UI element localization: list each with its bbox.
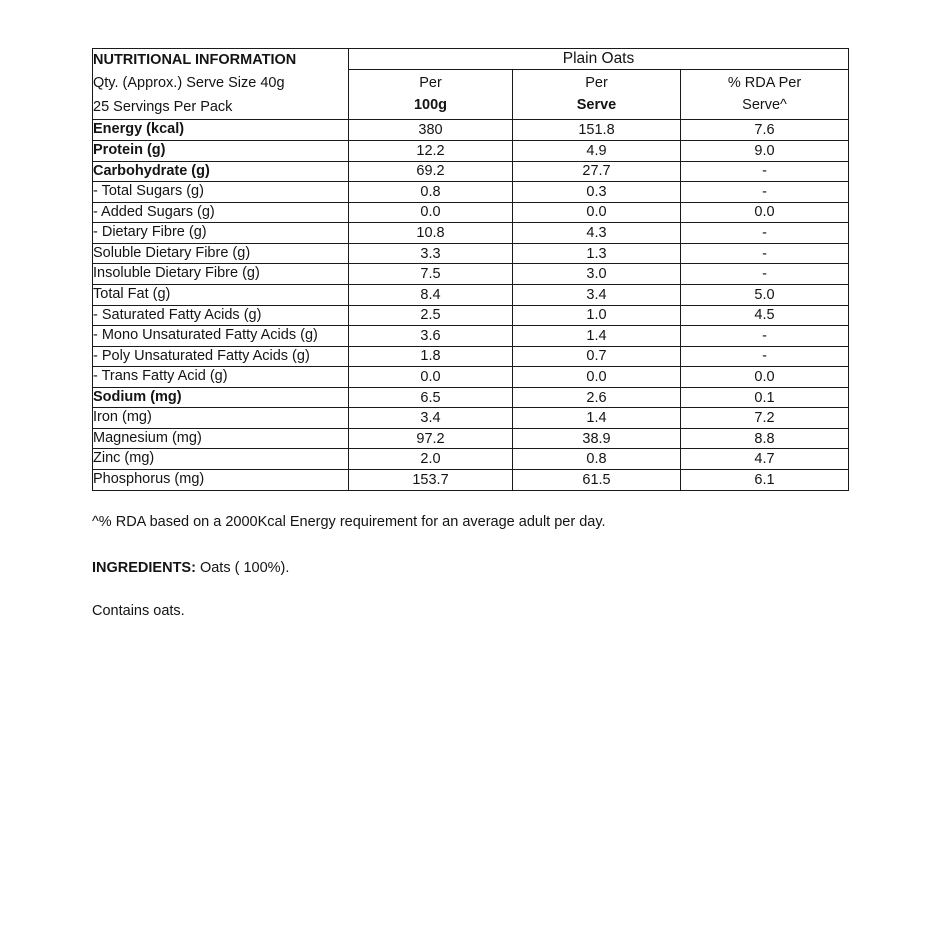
- row-label: Phosphorus (mg): [93, 470, 349, 491]
- cell-per-serve: 27.7: [513, 161, 681, 182]
- cell-per-100g: 0.0: [349, 202, 513, 223]
- cell-per-serve: 3.4: [513, 284, 681, 305]
- cell-per-serve: 1.4: [513, 408, 681, 429]
- column-header-rda-line2: Serve^: [742, 96, 787, 113]
- cell-per-100g: 69.2: [349, 161, 513, 182]
- column-header-per-100g: [349, 70, 513, 120]
- cell-rda: -: [681, 243, 849, 264]
- row-label: Iron (mg): [93, 408, 349, 429]
- cell-per-100g: 3.3: [349, 243, 513, 264]
- cell-per-100g: 2.5: [349, 305, 513, 326]
- table-row: [93, 408, 849, 429]
- table-row: [93, 470, 849, 491]
- row-label: Magnesium (mg): [93, 428, 349, 449]
- cell-per-100g: 3.4: [349, 408, 513, 429]
- cell-rda: 5.0: [681, 284, 849, 305]
- column-header-per-100g-line2: 100g: [413, 96, 448, 113]
- table-row: [93, 120, 849, 141]
- cell-per-100g: 3.6: [349, 326, 513, 347]
- cell-per-serve: 151.8: [513, 120, 681, 141]
- row-label: - Added Sugars (g): [93, 202, 349, 223]
- table-row: [93, 367, 849, 388]
- cell-per-serve: 0.3: [513, 182, 681, 203]
- cell-rda: -: [681, 223, 849, 244]
- table-row: [93, 243, 849, 264]
- cell-rda: 0.1: [681, 387, 849, 408]
- cell-per-serve: 1.0: [513, 305, 681, 326]
- rda-footnote: ^% RDA based on a 2000Kcal Energy requirement for an average adult per day.: [92, 513, 606, 530]
- contains-statement: Contains oats.: [92, 602, 185, 619]
- table-row: [93, 326, 849, 347]
- cell-per-serve: 38.9: [513, 428, 681, 449]
- row-label: Total Fat (g): [93, 284, 349, 305]
- ingredients-line: [92, 560, 848, 576]
- product-name-header: Plain Oats: [349, 49, 849, 70]
- header-info-cell: [93, 49, 349, 120]
- cell-rda: 0.0: [681, 202, 849, 223]
- cell-rda: 4.5: [681, 305, 849, 326]
- row-label: Zinc (mg): [93, 449, 349, 470]
- cell-per-100g: 380: [349, 120, 513, 141]
- table-row: [93, 202, 849, 223]
- cell-per-100g: 8.4: [349, 284, 513, 305]
- table-row: [93, 449, 849, 470]
- cell-rda: 9.0: [681, 141, 849, 162]
- cell-per-serve: 61.5: [513, 470, 681, 491]
- column-header-per-serve-line2: Serve: [576, 96, 617, 113]
- cell-rda: -: [681, 326, 849, 347]
- cell-per-100g: 153.7: [349, 470, 513, 491]
- cell-rda: 0.0: [681, 367, 849, 388]
- cell-per-serve: 4.9: [513, 141, 681, 162]
- table-row: [93, 182, 849, 203]
- row-label: Carbohydrate (g): [93, 161, 349, 182]
- column-header-rda: [681, 70, 849, 120]
- cell-per-serve: 2.6: [513, 387, 681, 408]
- table-row: [93, 141, 849, 162]
- row-label: Sodium (mg): [93, 387, 349, 408]
- cell-per-serve: 4.3: [513, 223, 681, 244]
- row-label: - Mono Unsaturated Fatty Acids (g): [93, 326, 349, 347]
- cell-rda: -: [681, 346, 849, 367]
- cell-per-100g: 0.0: [349, 367, 513, 388]
- serve-size-text: Qty. (Approx.) Serve Size 40g: [93, 75, 285, 92]
- row-label: Energy (kcal): [93, 120, 349, 141]
- cell-per-serve: 1.4: [513, 326, 681, 347]
- table-row: [93, 264, 849, 285]
- cell-per-serve: 0.7: [513, 346, 681, 367]
- cell-per-serve: 1.3: [513, 243, 681, 264]
- nutritional-information-title: NUTRITIONAL INFORMATION: [93, 52, 297, 68]
- cell-rda: 8.8: [681, 428, 849, 449]
- cell-per-100g: 2.0: [349, 449, 513, 470]
- cell-per-100g: 0.8: [349, 182, 513, 203]
- cell-per-serve: 0.0: [513, 367, 681, 388]
- row-label: - Saturated Fatty Acids (g): [93, 305, 349, 326]
- column-header-rda-line1: % RDA Per: [727, 75, 802, 92]
- cell-rda: -: [681, 182, 849, 203]
- table-header-row-product: [93, 49, 849, 70]
- ingredients-label: INGREDIENTS:: [92, 559, 196, 576]
- column-header-per-serve-line1: Per: [585, 75, 608, 92]
- cell-rda: -: [681, 161, 849, 182]
- cell-per-100g: 12.2: [349, 141, 513, 162]
- table-row: [93, 305, 849, 326]
- cell-rda: 7.6: [681, 120, 849, 141]
- cell-rda: 6.1: [681, 470, 849, 491]
- row-label: Protein (g): [93, 141, 349, 162]
- nutrition-table: [92, 48, 849, 491]
- row-label: Soluble Dietary Fibre (g): [93, 243, 349, 264]
- cell-per-100g: 7.5: [349, 264, 513, 285]
- nutrition-table-body: [93, 49, 849, 491]
- table-row: [93, 346, 849, 367]
- table-row: [93, 387, 849, 408]
- cell-per-100g: 6.5: [349, 387, 513, 408]
- row-label: - Trans Fatty Acid (g): [93, 367, 349, 388]
- servings-per-pack-text: 25 Servings Per Pack: [93, 98, 233, 115]
- cell-rda: 7.2: [681, 408, 849, 429]
- row-label: - Total Sugars (g): [93, 182, 349, 203]
- row-label: Insoluble Dietary Fibre (g): [93, 264, 349, 285]
- ingredients-value: Oats ( 100%).: [195, 559, 290, 576]
- cell-rda: 4.7: [681, 449, 849, 470]
- cell-per-serve: 3.0: [513, 264, 681, 285]
- row-label: - Dietary Fibre (g): [93, 223, 349, 244]
- cell-per-serve: 0.0: [513, 202, 681, 223]
- row-label: - Poly Unsaturated Fatty Acids (g): [93, 346, 349, 367]
- cell-per-serve: 0.8: [513, 449, 681, 470]
- table-row: [93, 428, 849, 449]
- column-header-per-100g-line1: Per: [419, 75, 442, 92]
- cell-per-100g: 1.8: [349, 346, 513, 367]
- cell-rda: -: [681, 264, 849, 285]
- table-row: [93, 161, 849, 182]
- cell-per-100g: 97.2: [349, 428, 513, 449]
- cell-per-100g: 10.8: [349, 223, 513, 244]
- table-row: [93, 284, 849, 305]
- column-header-per-serve: [513, 70, 681, 120]
- table-row: [93, 223, 849, 244]
